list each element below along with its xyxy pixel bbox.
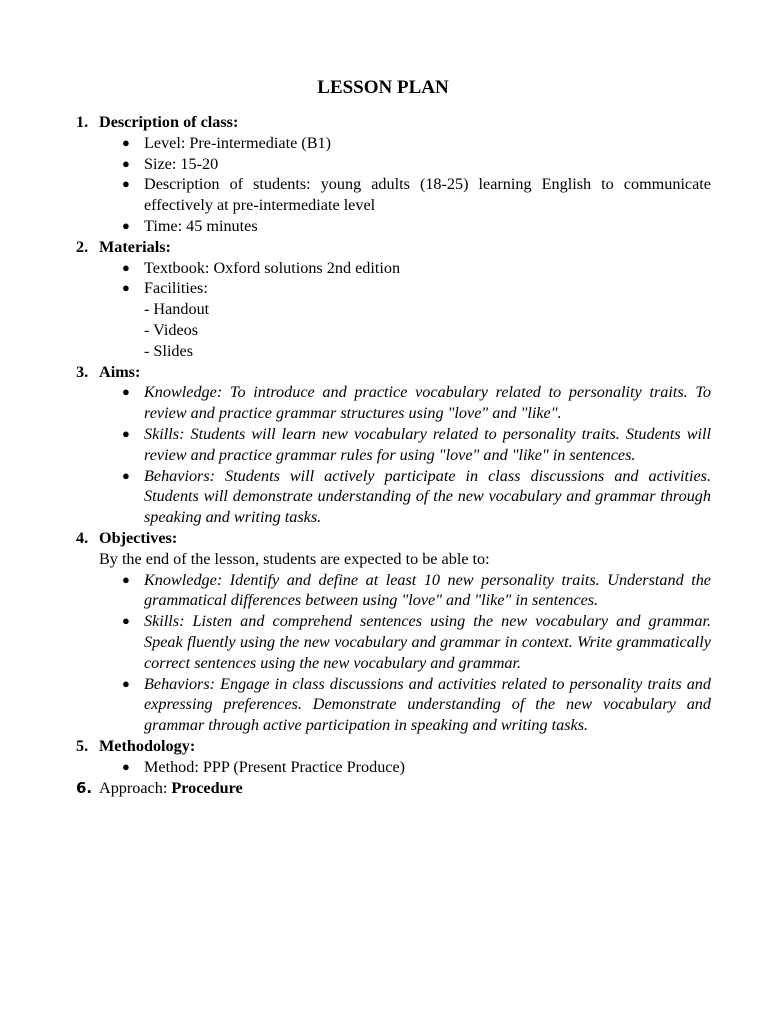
bullet-icon: ● <box>122 384 130 400</box>
section-aims <box>76 362 711 528</box>
list-item: ● Size: 15-20 <box>122 154 219 173</box>
bullet-list <box>99 382 711 528</box>
bullet-list <box>99 570 711 736</box>
bullet-list <box>99 757 711 778</box>
bullet-icon: ● <box>122 155 130 171</box>
list-item: ● Behaviors: Engage in class discussions and activities related to personality traits and expressing preferences. Demonstrate understanding of the new vocabulary and grammar through active participation in speaking and writing tasks. <box>122 674 711 735</box>
bullet-icon: ● <box>122 259 130 275</box>
bullet-icon: ● <box>122 425 130 441</box>
section-value: Procedure <box>171 778 243 797</box>
bullet-icon: ● <box>122 571 130 587</box>
page-title: LESSON PLAN <box>317 77 449 98</box>
list-item: ● Facilities: - Handout - Videos - Slides <box>99 278 711 361</box>
bullet-icon: ● <box>122 675 130 691</box>
document-content <box>76 112 711 798</box>
section-description-of-class <box>76 112 711 237</box>
facility-item: - Handout <box>144 300 210 319</box>
section-number: 6. <box>76 778 93 797</box>
section-number: 5. <box>76 736 89 755</box>
list-item: ● Skills: Listen and comprehend sentences using the new vocabulary and grammar. Speak fluently using the new vocabulary and grammar in context. Write grammatically correct sentences using the new vocabulary and grammar. <box>122 612 711 672</box>
section-objectives <box>76 528 711 736</box>
section-heading: Materials: <box>99 237 171 256</box>
section-number: 3. <box>76 362 89 381</box>
list-item: ● Knowledge: Identify and define at least 10 new personality traits. Understand the grammatical differences between using "love" and "like" in sentences. <box>122 570 711 610</box>
section-approach <box>76 778 711 799</box>
section-number: 2. <box>76 237 89 256</box>
section-heading: Description of class: <box>99 113 239 131</box>
list-item: ● Description of students: young adults (18-25) learning English to communicate effectively at pre-intermediate level <box>122 175 711 215</box>
section-list <box>76 112 711 798</box>
bullet-list <box>99 133 711 237</box>
section-number: 1. <box>76 113 89 131</box>
facility-item: - Videos <box>144 320 199 339</box>
section-heading: Aims: <box>99 362 141 381</box>
bullet-icon: ● <box>122 217 130 233</box>
section-materials <box>76 237 711 362</box>
list-item: ● Level: Pre-intermediate (B1) <box>122 133 331 152</box>
bullet-icon: ● <box>122 176 130 192</box>
bullet-icon: ● <box>122 134 130 150</box>
section-number: 4. <box>76 528 89 547</box>
bullet-icon: ● <box>122 467 130 483</box>
bullet-list <box>99 258 711 362</box>
section-heading: Objectives: <box>99 528 178 547</box>
list-item: ● Textbook: Oxford solutions 2nd edition <box>122 258 401 277</box>
bullet-icon: ● <box>122 280 130 296</box>
list-item: ● Method: PPP (Present Practice Produce) <box>122 757 406 776</box>
section-label: Approach: <box>99 778 172 797</box>
bullet-icon: ● <box>122 758 130 774</box>
list-item: ● Knowledge: To introduce and practice vocabulary related to personality traits. To review and practice grammar structures using "love" and "like". <box>122 383 711 423</box>
section-intro: By the end of the lesson, students are expected to be able to: <box>99 549 490 568</box>
list-item: ● Time: 45 minutes <box>122 216 258 235</box>
bullet-icon: ● <box>122 613 130 629</box>
list-item: ● Skills: Students will learn new vocabulary related to personality traits. Students will review and practice grammar rules for using "love" and "like" in sentences. <box>122 424 711 464</box>
section-methodology <box>76 736 711 778</box>
list-item: ● Behaviors: Students will actively participate in class discussions and activities. Students will demonstrate understanding of the new vocabulary and grammar through speaking and writing tasks. <box>122 466 711 527</box>
section-heading: Methodology: <box>99 736 196 755</box>
facility-item: - Slides <box>144 341 194 360</box>
